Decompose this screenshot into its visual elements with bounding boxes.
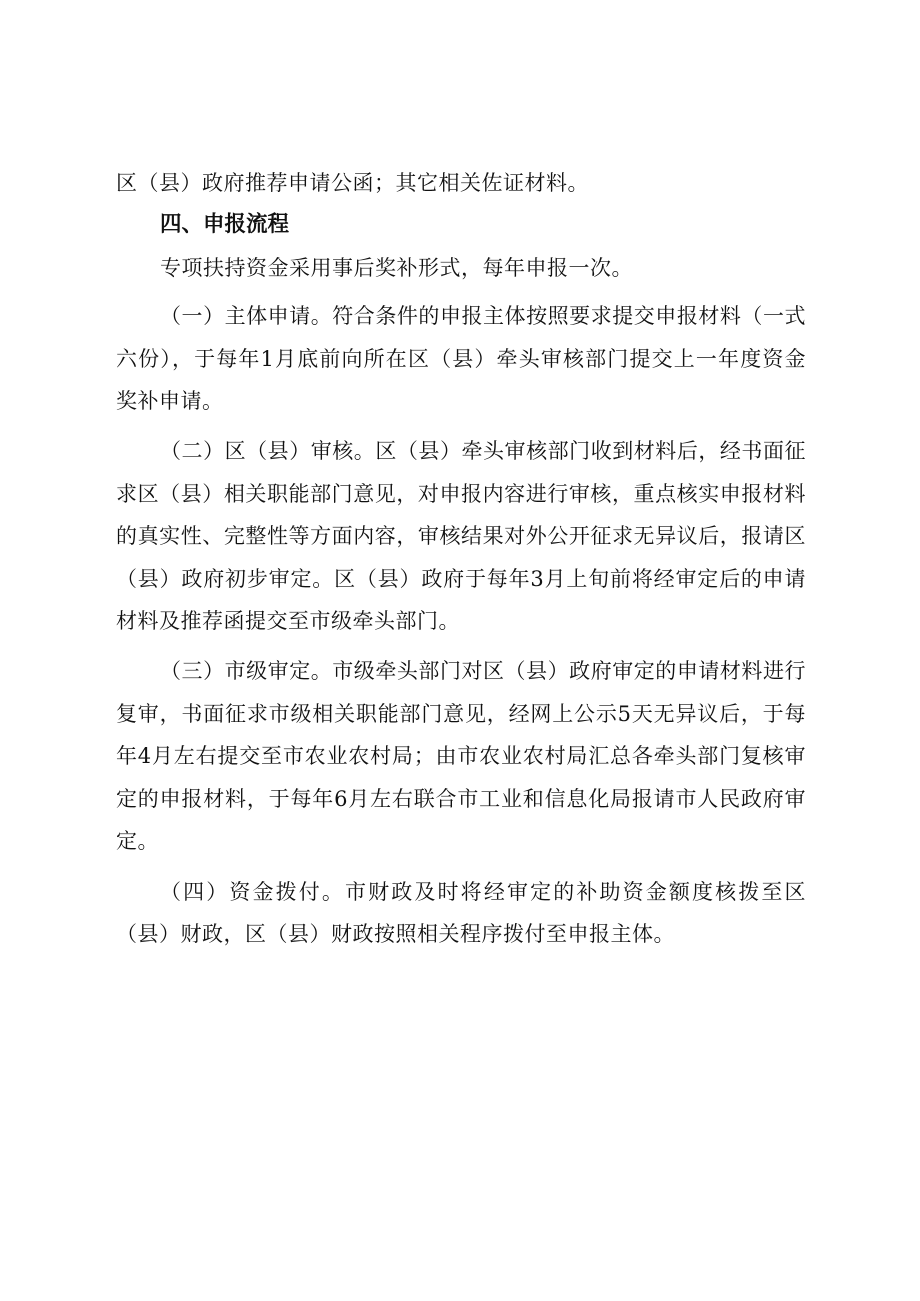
item-paragraph-2: （二）区（县）审核。区（县）牵头审核部门收到材料后，经书面征求区（县）相关职能部门意见，对申报内容进行审核，重点核实申报材料的真实性、完整性等方面内容，审核结果对外公开征求无异议后，报请区（县）政府初步审定。区（县）政府于每年3月上旬前将经审定后的申请材料及推荐函提交至市级牵头部门。 xyxy=(116,439,806,634)
section-heading: 四、申报流程 xyxy=(160,212,290,238)
intro-paragraph: 专项扶持资金采用事后奖补形式，每年申报一次。 xyxy=(160,255,633,280)
item-paragraph-1: （一）主体申请。符合条件的申报主体按照要求提交申报材料（一式六份），于每年1月底前向所在区（县）牵头审核部门提交上一年度资金奖补申请。 xyxy=(116,304,806,414)
item-paragraph-3: （三）市级审定。市级牵头部门对区（县）政府审定的申请材料进行复审，书面征求市级相关职能部门意见，经网上公示5天无异议后，于每年4月左右提交至市农业农村局；由市农业农村局汇总各牵头部门复核审定的申报材料，于每年6月左右联合市工业和信息化局报请市人民政府审定。 xyxy=(116,659,806,854)
continuation-paragraph: 区（县）政府推荐申请公函；其它相关佐证材料。 xyxy=(116,171,589,195)
item-paragraph-4: （四）资金拨付。市财政及时将经审定的补助资金额度核拨至区（县）财政，区（县）财政按照相关程序拨付至申报主体。 xyxy=(116,879,806,946)
document-page xyxy=(116,162,806,955)
